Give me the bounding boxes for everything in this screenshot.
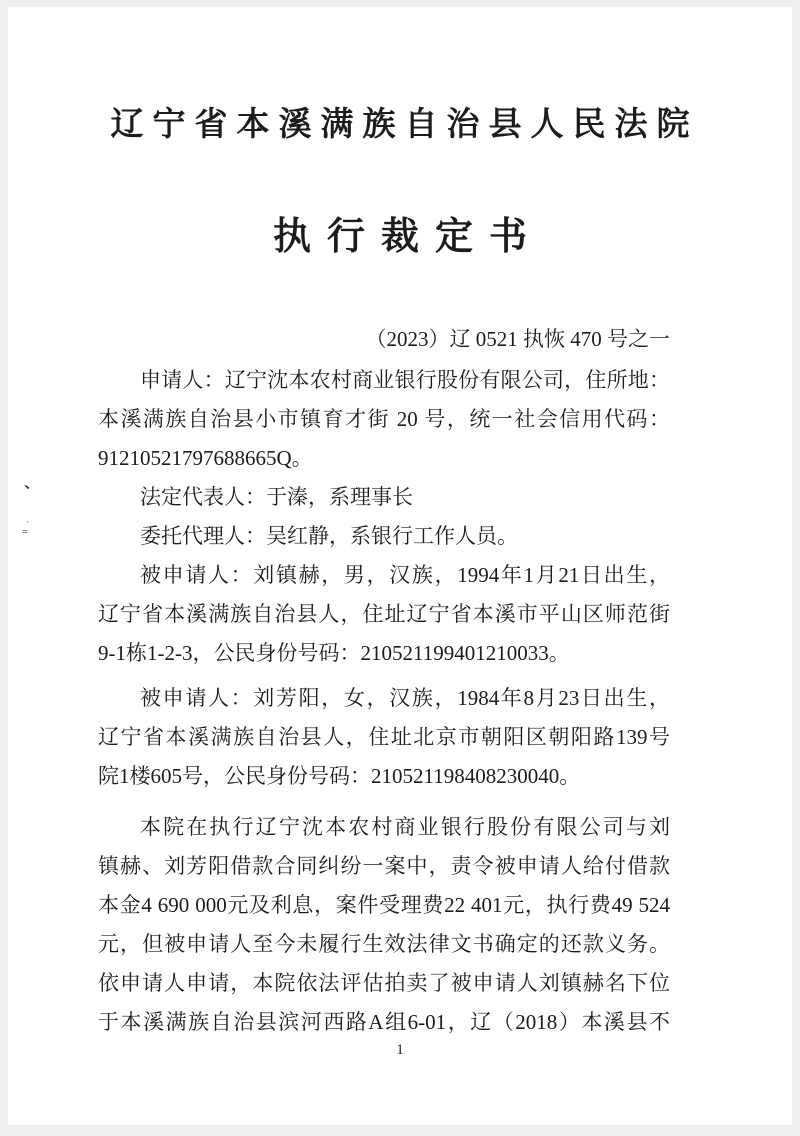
doc-line: 本院在执行辽宁沈本农村商业银行股份有限公司与刘	[140, 815, 670, 839]
scan-artifact-mark: 、	[22, 475, 39, 492]
doc-line: 镇赫、刘芳阳借款合同纠纷一案中，责令被申请人给付借款	[98, 854, 670, 878]
doc-line: 申请人：辽宁沈本农村商业银行股份有限公司，住所地：	[140, 368, 670, 392]
doc-line: 依申请人申请，本院依法评估拍卖了被申请人刘镇赫名下位	[98, 971, 670, 995]
doc-line: 元，但被申请人至今未履行生效法律文书确定的还款义务。	[98, 932, 670, 956]
scan-artifact-dash: =	[22, 527, 27, 538]
scan-artifact-dot: ·	[26, 517, 29, 527]
doc-line: 被申请人：刘芳阳，女，汉族，1984年8月23日出生，	[140, 686, 670, 710]
case-number: （2023）辽 0521 执恢 470 号之一	[365, 327, 670, 351]
doc-line: 于本溪满族自治县滨河西路A组6-01，辽（2018）本溪县不	[98, 1010, 670, 1034]
doc-line: 本金4 690 000元及利息，案件受理费22 401元，执行费49 524	[98, 893, 670, 917]
doc-line: 院1楼605号，公民身份号码：210521198408230040。	[98, 764, 581, 788]
doc-line: 法定代表人：于溱，系理事长	[140, 485, 413, 509]
document-body	[8, 324, 792, 1042]
court-name: 辽宁省本溪满族自治县人民法院	[110, 107, 699, 143]
doc-line: 本溪满族自治县小市镇育才街 20 号，统一社会信用代码：	[98, 407, 670, 431]
doc-line: 委托代理人：吴红静，系银行工作人员。	[140, 524, 518, 548]
document-title: 执行裁定书	[272, 216, 543, 258]
body-text	[98, 361, 670, 1042]
page-number: 1	[396, 1042, 404, 1058]
doc-line: 辽宁省本溪满族自治县人，住址北京市朝阳区朝阳路139号	[98, 725, 670, 749]
doc-line: 辽宁省本溪满族自治县人，住址辽宁省本溪市平山区师范街	[98, 602, 670, 626]
doc-line: 9-1栋1-2-3，公民身份号码：210521199401210033。	[98, 641, 570, 665]
doc-line: 91210521797688665Q。	[98, 446, 313, 470]
doc-line: 被申请人：刘镇赫，男，汉族，1994年1月21日出生，	[140, 563, 670, 587]
document-page	[8, 7, 792, 1125]
